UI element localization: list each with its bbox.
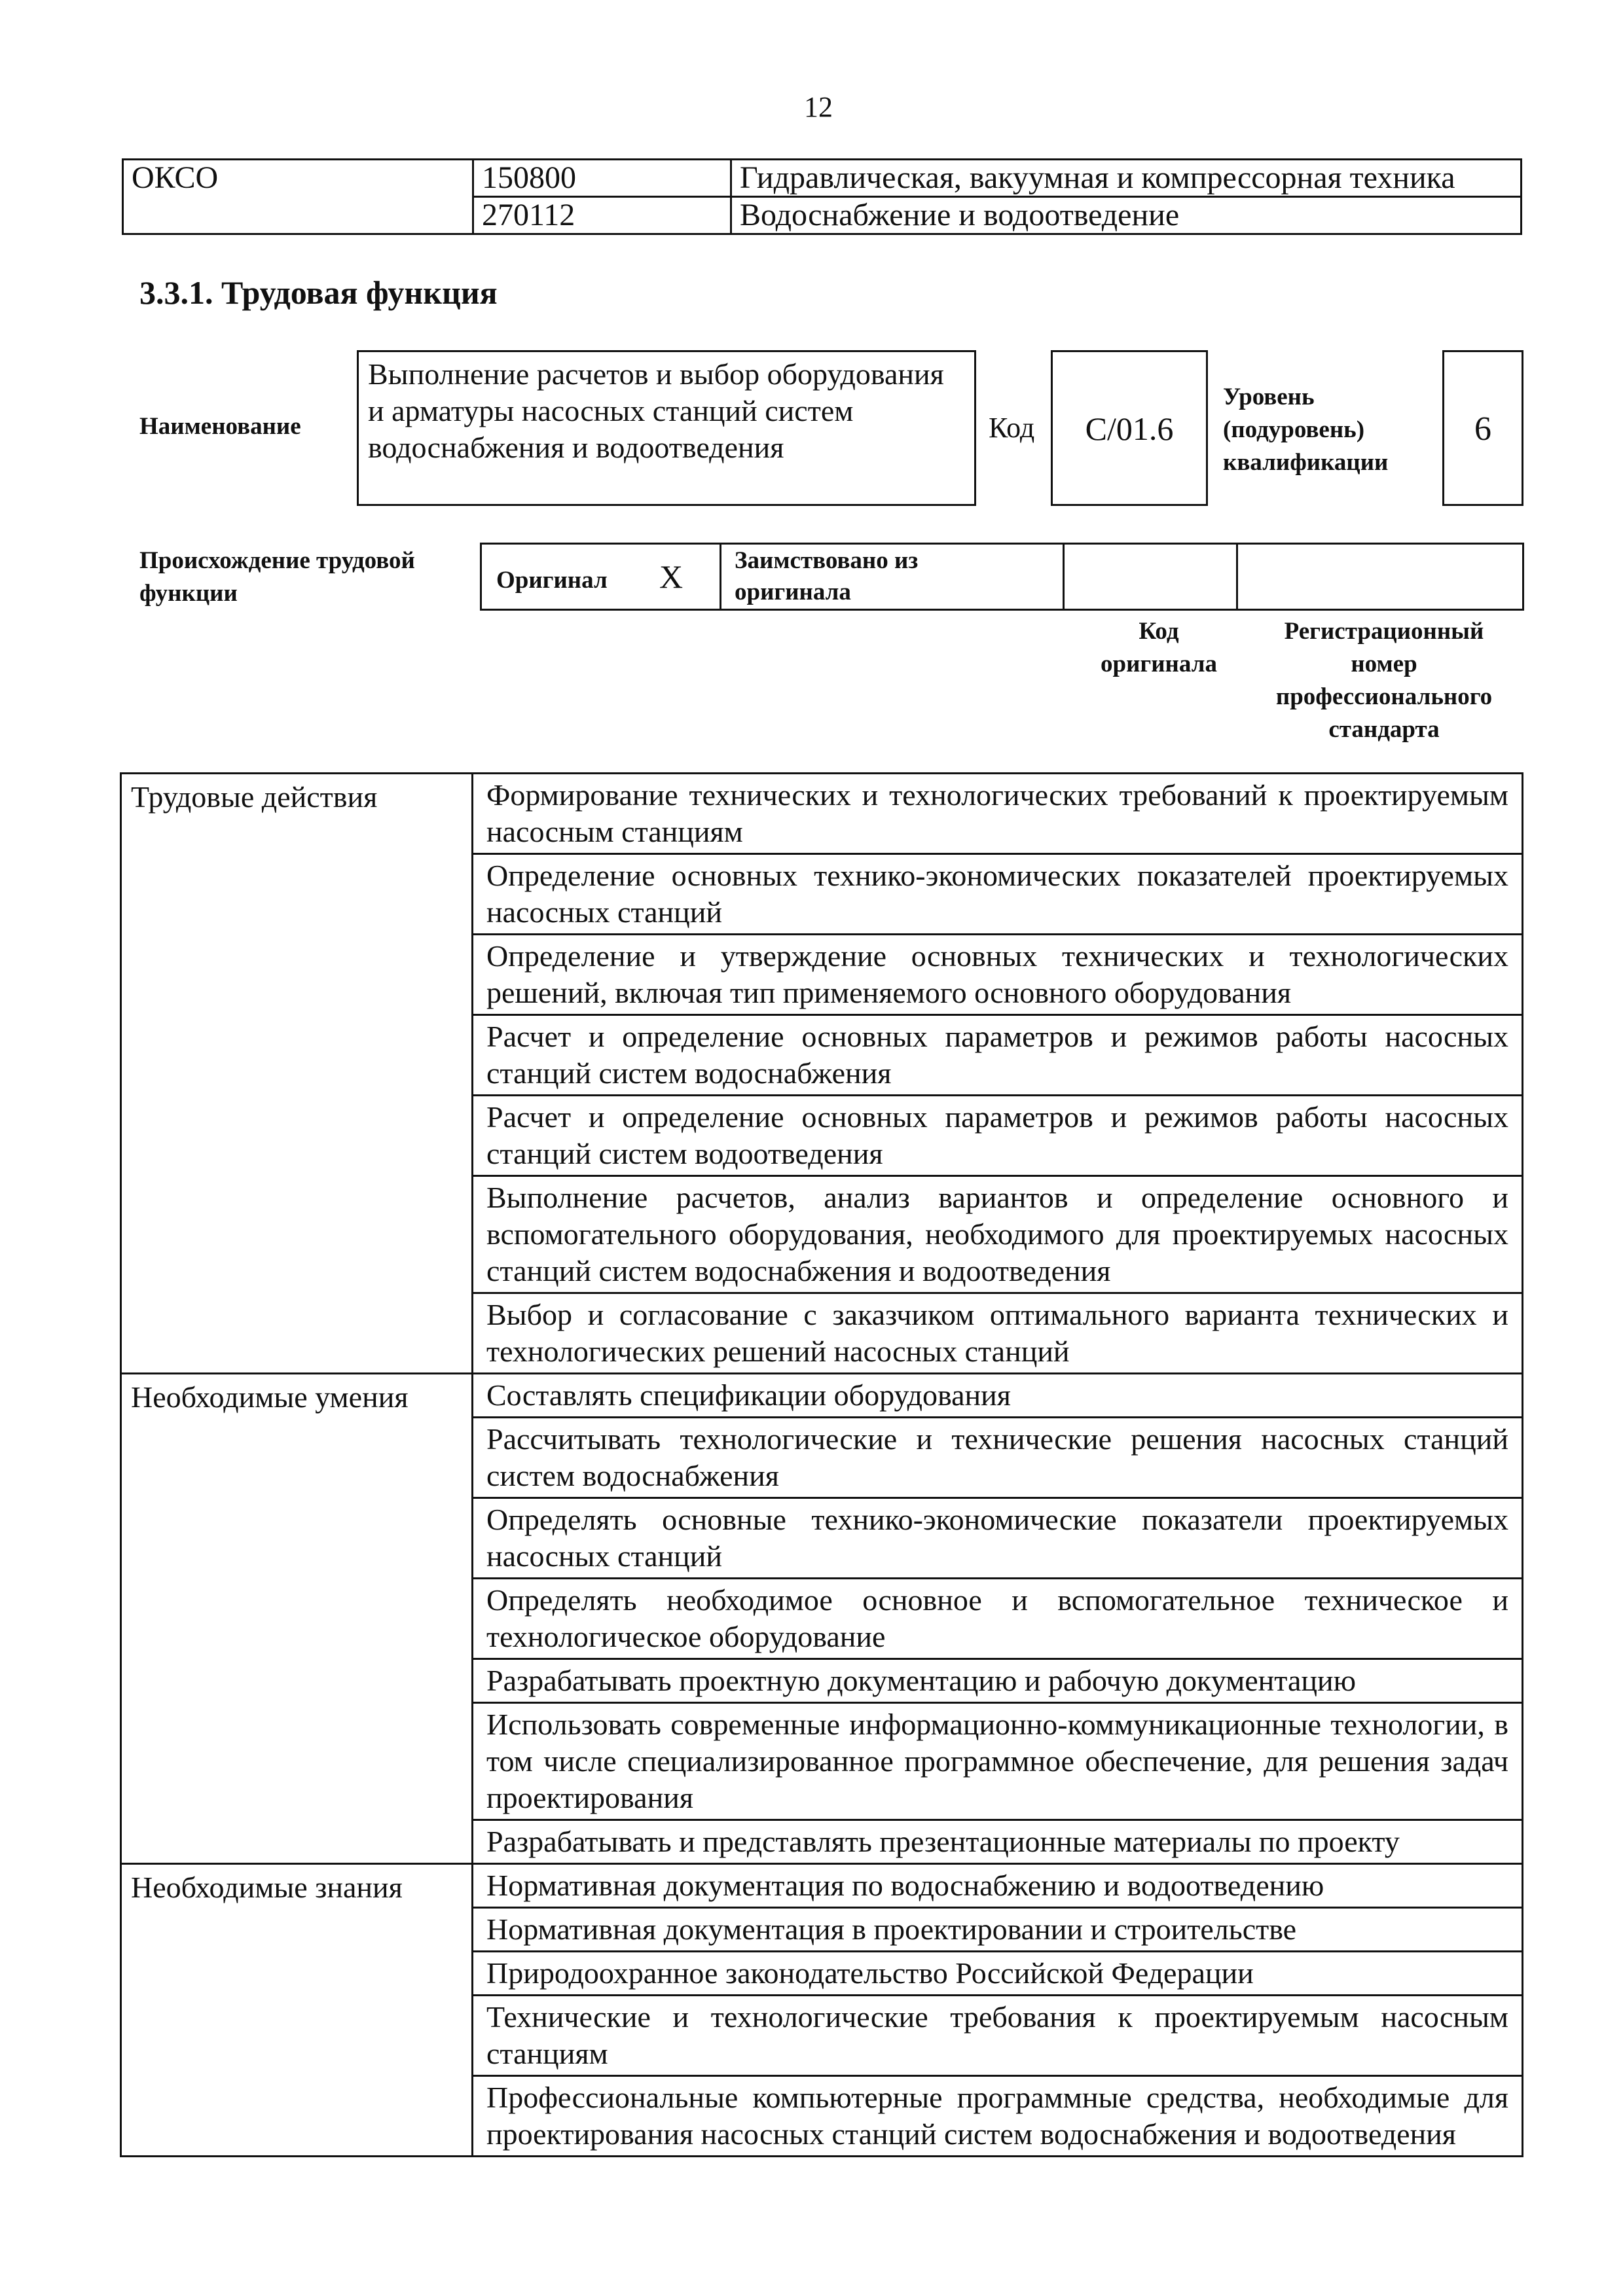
okso-name: Водоснабжение и водоотведение	[731, 197, 1522, 234]
list-item: Природоохранное законодательство Российской Федерации	[473, 1952, 1523, 1996]
function-name-box: Выполнение расчетов и выбор оборудования и арматуры насосных станций систем водоснабжения и водоотведения	[357, 350, 976, 506]
list-item: Определение и утверждение основных технических и технологических решений, включая тип применяемого основного оборудования	[473, 935, 1523, 1015]
function-code-box: C/01.6	[1051, 350, 1208, 506]
list-item: Технические и технологические требования к проектируемым насосным станциям	[473, 1996, 1523, 2076]
okso-name: Гидравлическая, вакуумная и компрессорная техника	[731, 160, 1522, 197]
list-item: Разрабатывать и представлять презентационные материалы по проекту	[473, 1820, 1523, 1864]
list-item: Определение основных технико-экономических показателей проектируемых насосных станций	[473, 854, 1523, 935]
list-item: Рассчитывать технологические и технические решения насосных станций систем водоснабжения	[473, 1418, 1523, 1498]
original-label: Оригинал	[496, 567, 608, 594]
list-item: Расчет и определение основных параметров и режимов работы насосных станций систем водоснабжения	[473, 1015, 1523, 1096]
origin-table	[480, 543, 1524, 611]
list-item: Выполнение расчетов, анализ вариантов и определение основного и вспомогательного оборудования, необходимого для проектируемых насосных станций систем водоснабжения и водоотведения	[473, 1176, 1523, 1293]
section-title: 3.3.1. Трудовая функция	[139, 274, 498, 311]
caption-line: Регистрационный	[1284, 618, 1484, 645]
list-item: Расчет и определение основных параметров и режимов работы насосных станций систем водоотведения	[473, 1096, 1523, 1176]
borrowed-label-line: Заимствовано из	[735, 547, 919, 574]
function-code-label: Код	[989, 412, 1035, 444]
okso-code: 150800	[473, 160, 731, 197]
level-box: 6	[1442, 350, 1523, 506]
function-name-label: Наименование	[139, 413, 301, 440]
list-item: Определять основные технико-экономические показатели проектируемых насосных станций	[473, 1498, 1523, 1579]
knowledge-section-title: Необходимые знания	[121, 1864, 473, 2157]
list-item: Использовать современные информационно-коммуникационные технологии, в том числе специализированное программное обеспечение, для решения задач проектирования	[473, 1703, 1523, 1820]
origin-row	[481, 544, 1523, 610]
caption-line: профессионального	[1275, 683, 1493, 710]
borrowed-label-line: оригинала	[735, 579, 851, 605]
original-code-cell	[1064, 544, 1237, 610]
list-item: Нормативная документация в проектировании и строительстве	[473, 1908, 1523, 1952]
borrowed-cell	[721, 544, 1064, 610]
original-cell	[481, 544, 721, 610]
level-label	[1223, 381, 1388, 479]
skills-section-title: Необходимые умения	[121, 1374, 473, 1864]
actions-section-title: Трудовые действия	[121, 774, 473, 1374]
list-item: Выбор и согласование с заказчиком оптимального варианта технических и технологических решений насосных станций	[473, 1293, 1523, 1374]
okso-table	[122, 158, 1522, 235]
okso-code: 270112	[473, 197, 731, 234]
list-item: Определять необходимое основное и вспомогательное техническое и технологическое оборудование	[473, 1579, 1523, 1659]
original-mark: X	[659, 558, 684, 595]
okso-row	[123, 160, 1522, 197]
caption-line: оригинала	[1101, 651, 1217, 677]
list-item: Составлять спецификации оборудования	[473, 1374, 1523, 1418]
list-item: Профессиональные компьютерные программные средства, необходимые для проектирования насосных станций систем водоснабжения и водоотведения	[473, 2076, 1523, 2157]
origin-label-line: Происхождение трудовой	[139, 547, 415, 574]
level-label-line: квалификации	[1223, 449, 1389, 476]
registration-number-caption	[1244, 615, 1524, 746]
caption-line: Код	[1139, 618, 1179, 645]
caption-line: номер	[1351, 651, 1417, 677]
level-label-line: (подуровень)	[1223, 416, 1365, 443]
list-item: Разрабатывать проектную документацию и рабочую документацию	[473, 1659, 1523, 1703]
table-row	[121, 1374, 1523, 1418]
list-item: Формирование технических и технологических требований к проектируемым насосным станциям	[473, 774, 1523, 854]
level-label-line: Уровень	[1223, 384, 1315, 410]
origin-label-line: функции	[139, 580, 238, 607]
table-row	[121, 1864, 1523, 1908]
table-row	[121, 774, 1523, 854]
labour-function-table	[120, 772, 1523, 2157]
origin-label	[139, 545, 415, 610]
page-number: 12	[804, 91, 833, 123]
okso-label: ОКСО	[123, 160, 473, 234]
original-code-caption	[1074, 615, 1244, 681]
registration-number-cell	[1237, 544, 1523, 610]
list-item: Нормативная документация по водоснабжению и водоотведению	[473, 1864, 1523, 1908]
caption-line: стандарта	[1328, 716, 1440, 743]
